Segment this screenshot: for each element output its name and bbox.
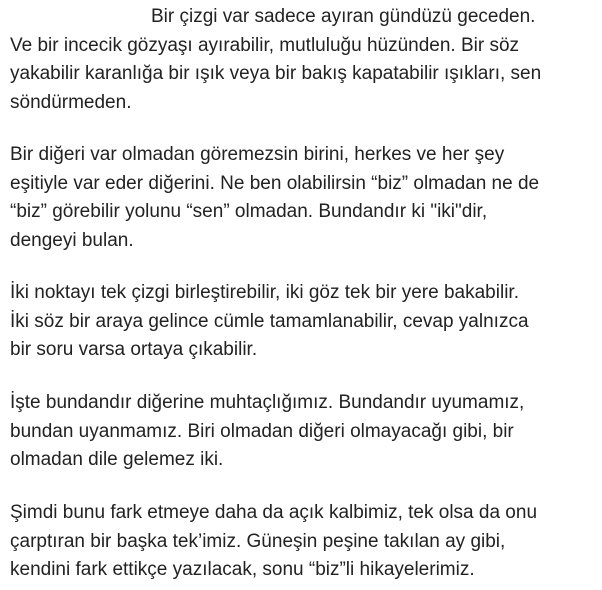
text-line: eşitiyle var eder diğerini. Ne ben olabilirsin “biz” olmadan ne de bbox=[10, 172, 540, 194]
text-line: İki noktayı tek çizgi birleştirebilir, iki göz tek bir yere bakabilir. bbox=[10, 282, 519, 303]
paragraph-3 bbox=[10, 279, 600, 365]
text-line: İşte bundandır diğerine muhtaçlığımız. Bundandır uyumamız, bbox=[10, 392, 525, 413]
text-line: Ve bir incecik gözyaşı ayırabilir, mutluluğu hüzünden. Bir söz bbox=[10, 34, 520, 56]
paragraph-1 bbox=[10, 3, 600, 117]
text-line: İki söz bir araya gelince cümle tamamlanabilir, cevap yalnızca bbox=[10, 310, 529, 332]
text-line: Şimdi bunu fark etmeye daha da açık kalbimiz, tek olsa da onu bbox=[10, 502, 538, 523]
text-line: “biz” görebilir yolunu “sen” olmadan. Bundandır ki "iki"dir, bbox=[10, 201, 488, 223]
paragraph-5 bbox=[10, 499, 600, 585]
text-line: Bir çizgi var sadece ayıran gündüzü geceden. bbox=[151, 6, 536, 27]
text-line: olmadan dile gelemez iki. bbox=[10, 449, 224, 471]
text-line: kendini fark ettikçe yazılacak, sonu “biz”li hikayelerimiz. bbox=[10, 559, 475, 581]
text-line: yakabilir karanlığa bir ışık veya bir bakış kapatabilir ışıkları, sen bbox=[10, 63, 542, 85]
paragraph-2 bbox=[10, 141, 600, 255]
text-line: çarptıran bir başka tek’imiz. Güneşin peşine takılan ay gibi, bbox=[10, 530, 506, 552]
text-line: söndürmeden. bbox=[10, 91, 132, 113]
text-line: bundan uyanmamız. Biri olmadan diğeri olmayacağı gibi, bir bbox=[10, 420, 514, 442]
text-line: bir soru varsa ortaya çıkabilir. bbox=[10, 339, 258, 361]
text-line: Bir diğeri var olmadan göremezsin birini, herkes ve her şey bbox=[10, 144, 505, 165]
paragraph-4 bbox=[10, 389, 600, 475]
text-line: dengeyi bulan. bbox=[10, 229, 134, 251]
